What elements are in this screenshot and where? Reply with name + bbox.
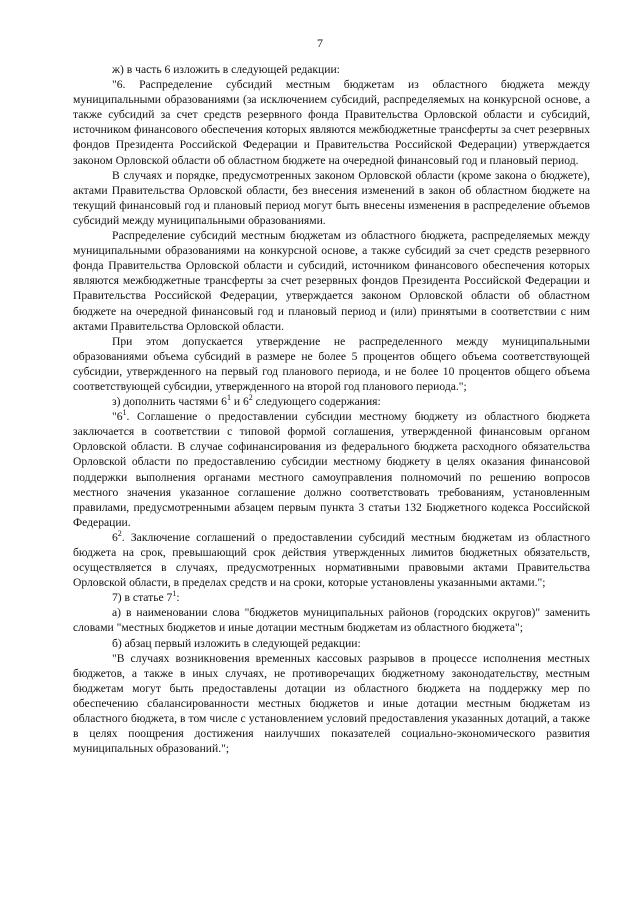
paragraph-item7-b: б) абзац первый изложить в следующей редакции: (112, 636, 361, 650)
page-number: 7 (317, 36, 323, 50)
paragraph-amendment-zh: ж) в часть 6 изложить в следующей редакции: (112, 63, 340, 76)
paragraph-part6-undistributed: При этом допускается утверждение не распределенного между муниципальными образованиями объема субсидий в размере не более 5 процентов общего объема соответствующей субсидии, утвержденного на первый год планового периода, и не более 10 процентов общего объема соответствующей субсидии, утвержденного на второй год планового периода."; (73, 334, 590, 393)
paragraph-part6-2: $6^2$. Заключение соглашений о предоставлении субсидий местным бюджетам из областного бюджета на срок, превышающий срок действия утвержденных лимитов бюджетных обязательств, осуществляется в случаях, предусмотренных нормативными правовыми актами Правительства Орловской области, в пределах средств и на сроки, которые установлены указанными актами."; (73, 528, 590, 590)
paragraph-item7: 7) в статье $7^1$: (112, 589, 180, 605)
paragraph-part6-changes: В случаях и порядке, предусмотренных законом Орловской области (кроме закона о бюджете), актами Правительства Орловской области, без внесения изменений в закон об областном бюджете на текущий финансовый год и плановый период могут быть внесены изменения в распределение объемов субсидий между муниципальными образованиями. (73, 168, 590, 227)
paragraph-item7-b-text: "В случаях возникновения временных кассовых разрывов в процессе исполнения местных бюджетов, а также в иных случаях, не противоречащих бюджетному законодательству, местным бюджетам могут быть предоставлены дотации из областного бюджета на поддержку мер по обеспечению сбалансированности местных бюджетов и иные дотации местным бюджетам из областного бюджета, в том числе с установлением условий предоставления указанных дотаций, а также в целях поощрения достижения наилучших показателей социально-экономического развития муниципальных образований."; (73, 651, 590, 756)
paragraph-part6-competitive: Распределение субсидий местным бюджетам из областного бюджета, распределяемых между муниципальными образованиями на конкурсной основе, а также субсидий за счет средств резервного фонда Правительства Орловской области и субсидий, источником финансового обеспечения которых являются межбюджетные трансферты за счет резервных фондов Президента Российской Федерации и Правительства Российской Федерации, утверждается законом Орловской области об областном бюджете на очередной финансовый год и плановый период и (или) принятыми в соответствии с ним актами Правительства Орловской области. (73, 229, 590, 333)
document-body (73, 62, 590, 756)
paragraph-part6-1: "$6^1$. Соглашение о предоставлении субсидии местному бюджету из областного бюджета заключается в соответствии с типовой формой соглашения, утвержденной финансовым органом Орловской области. В случае софинансирования из федерального бюджета расходного обязательства Орловской области по предоставлению субсидии местному бюджету в целях оказания финансовой поддержки выполнения органами местного самоуправления полномочий по решению вопросов местного значения указанное соглашение должно соответствовать требованиям, установленным правилами, предусмотренными абзацем первым пункта 3 статьи 132 Бюджетного кодекса Российской Федерации. (73, 408, 590, 529)
paragraph-amendment-z: з) дополнить частями $6^1$ и $6^2$ следующего содержания: (112, 393, 381, 409)
paragraph-part6-main: "6. Распределение субсидий местным бюджетам из областного бюджета между муниципальными образованиями (за исключением субсидий, распределяемых на конкурсной основе, а также субсидий за счет средств резервного фонда Правительства Орловской области и субсидий, источником финансового обеспечения которых являются межбюджетные трансферты за счет резервных фондов Президента Российской Федерации и Правительства Российской Федерации) утверждается законом Орловской области об областном бюджете на очередной финансовый год и плановый период. (73, 78, 590, 167)
paragraph-item7-a: а) в наименовании слова "бюджетов муниципальных районов (городских округов)" заменить словами "местных бюджетов и иные дотации местным бюджетам из областного бюджета"; (73, 606, 590, 635)
